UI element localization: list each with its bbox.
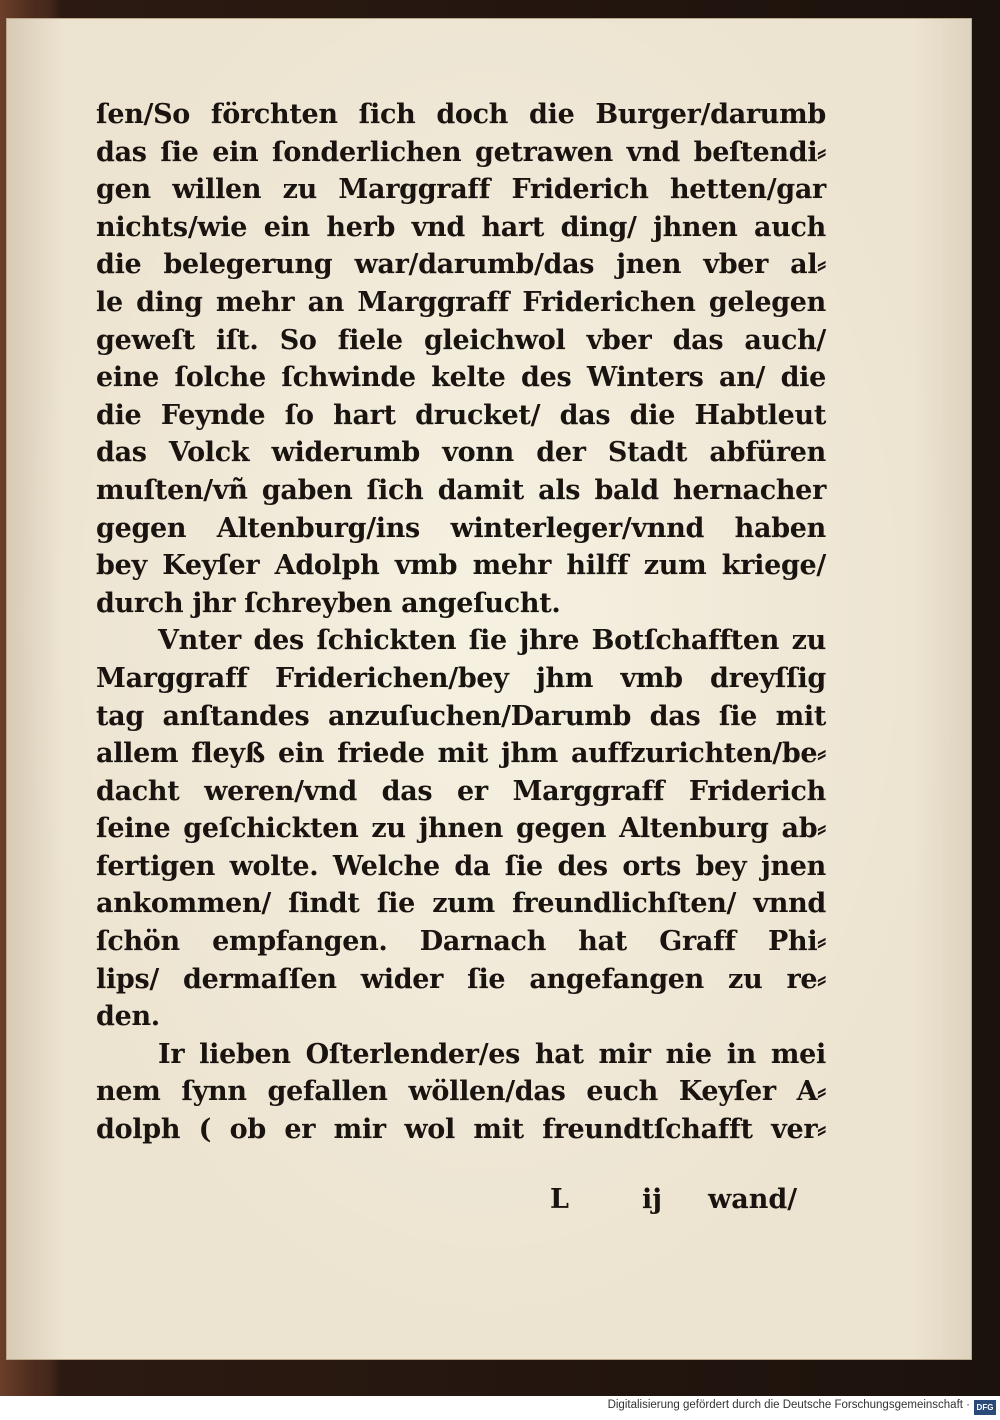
signature-number: ij [642,1184,663,1215]
text-line: das Volck widerumb vonn der Stadt abfüren [96,437,826,469]
book-page [6,18,972,1360]
text-line: die Feynde ſo hart drucket/ das die Habtleut [96,399,826,431]
text-line: das ſie ein ſonderlichen getrawen vnd beſtendi⸗ [96,136,826,168]
catchword: wand/ [708,1184,798,1215]
text-line: den. [96,1001,160,1033]
paragraph-start-line: Ir lieben Oſterlender/es hat mir nie in mei [158,1038,826,1070]
text-line: fertigen wolte. Welche da ſie des orts bey jnen [96,850,826,882]
digitization-footer [0,1396,1000,1420]
funding-credit: Digitalisierung gefördert durch die Deutsche Forschungsgemeinschaft · [607,1399,970,1411]
text-line: Marggraff Friderichen/bey jhm vmb dreyſſig [96,662,826,694]
text-line: dacht weren/vnd das er Marggraff Friderich [96,775,826,807]
paragraph-start-line: Vnter des ſchickten ſie jhre Botſchafften zu [158,625,826,657]
text-line: ſeine geſchickten zu jhnen gegen Altenburg ab⸗ [96,813,826,845]
text-line: ſchön empfangen. Darnach hat Graff Phi⸗ [96,926,826,958]
dfg-logo-icon: DFG [974,1400,996,1415]
text-line: geweſt iſt. So fiele gleichwol vber das auch/ [96,324,826,356]
text-line: ankommen/ ſindt ſie zum freundlichſten/ vnnd [96,888,826,920]
text-line: le ding mehr an Marggraff Friderichen gelegen [96,286,826,318]
text-line: nem ſynn gefallen wöllen/das euch Keyſer A⸗ [96,1076,826,1108]
signature-mark: L [550,1184,569,1215]
page-footer-line [96,1181,826,1219]
text-line: eine ſolche ſchwinde kelte des Winters an/ die [96,362,826,394]
text-line: bey Keyſer Adolph vmb mehr hilff zum kriege/ [96,550,826,582]
text-line: nichts/wie ein herb vnd hart ding/ jhnen auch [96,211,826,243]
text-line: lips/ dermaſſen wider ſie angefangen zu re⸗ [96,963,826,995]
text-line: dolph ( ob er mir wol mit freundtſchafft ver⸗ [96,1114,826,1146]
text-line: muſten/vñ gaben ſich damit als bald hernacher [96,474,826,506]
text-line: durch jhr ſchreyben angeſucht. [96,587,561,619]
text-line: ſen/So förchten ſich doch die Burger/darumb [96,99,826,130]
text-line: allem fleyß ein friede mit jhm auffzurichten/be⸗ [96,738,826,770]
page-text-block [96,96,826,1149]
text-line: tag anſtandes anzuſuchen/Darumb das ſie mit [96,700,826,732]
text-line: gegen Altenburg/ins winterleger/vnnd haben [96,512,826,544]
text-line: die belegerung war/darumb/das jnen vber al⸗ [96,249,826,281]
text-line: gen willen zu Marggraff Friderich hetten/gar [96,174,826,206]
